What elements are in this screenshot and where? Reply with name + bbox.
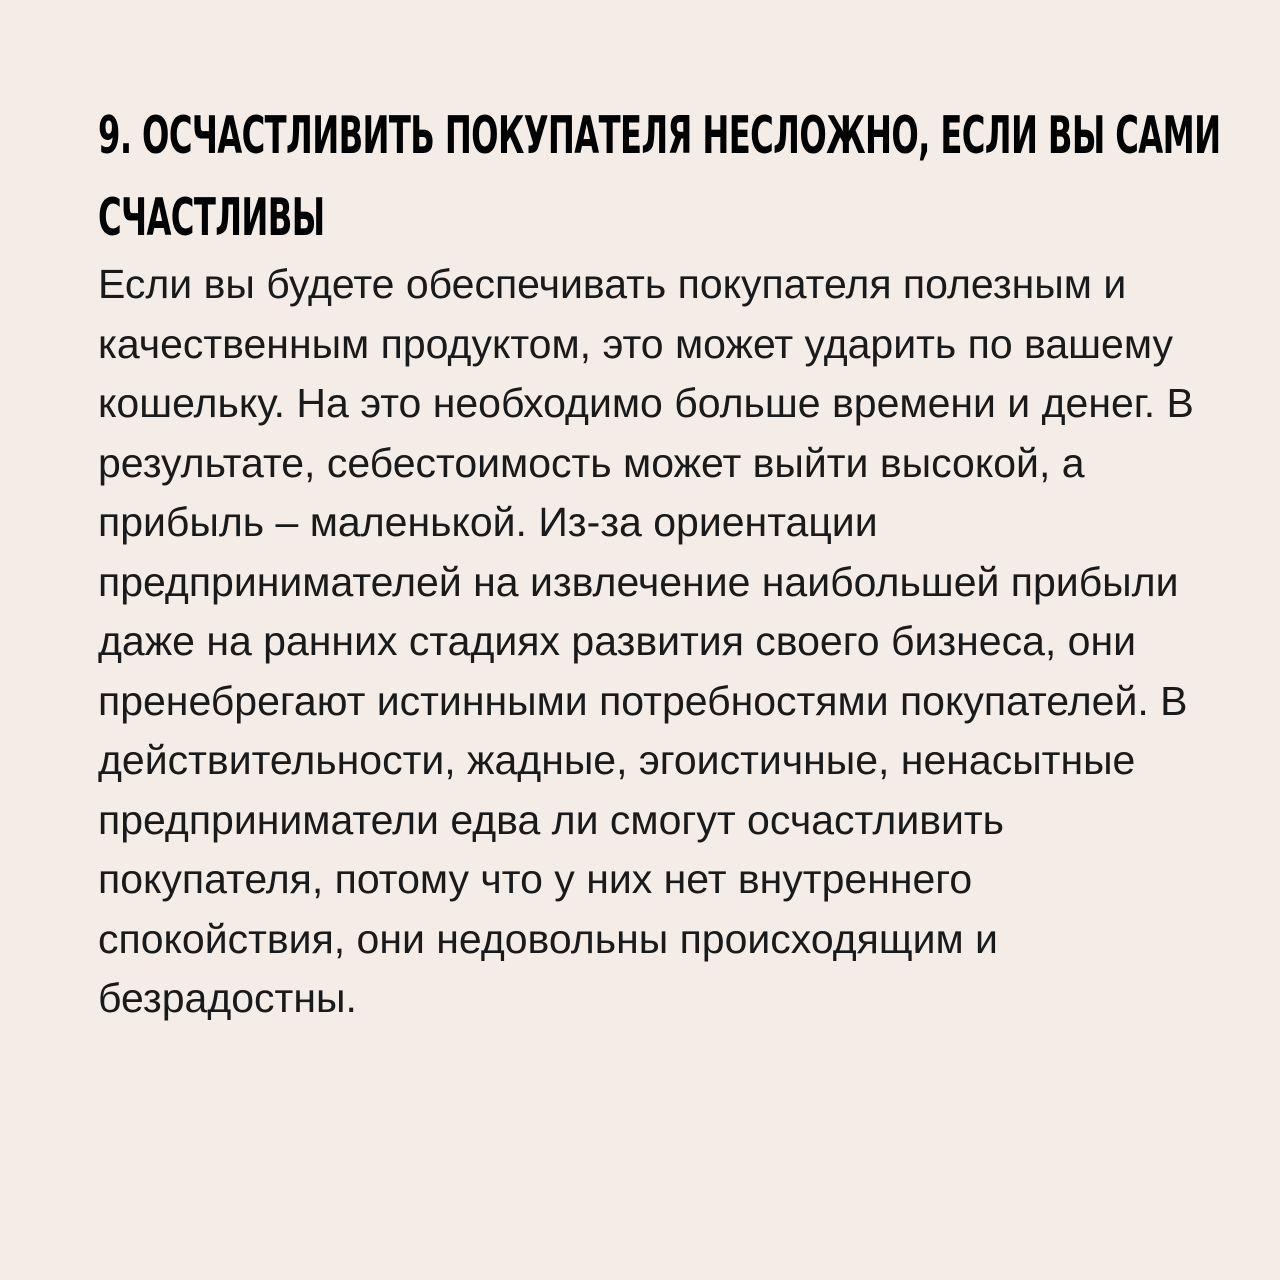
body-line: спокойствия, они недовольны происходящим и	[98, 915, 998, 962]
document-page	[98, 95, 1258, 1029]
body-line: кошельку. На это необходимо больше времени и денег. В	[98, 380, 1194, 426]
body-line: Если вы будете обеспечивать покупателя полезным и	[98, 261, 1127, 307]
body-line: результате, себестоимость может выйти высокой, а	[98, 439, 1085, 486]
heading-line: СЧАСТЛИВЫ	[98, 188, 325, 248]
body-line: покупателя, потому что у них нет внутреннего	[98, 856, 973, 902]
body-line: прибыль – маленькой. Из-за ориентации	[98, 499, 878, 545]
body-line: предпринимателей на извлечение наибольшей прибыли	[98, 558, 1179, 605]
heading-line: 9. ОСЧАСТЛИВИТЬ ПОКУПАТЕЛЯ НЕСЛОЖНО, ЕСЛИ ВЫ САМИ	[98, 106, 1221, 166]
body-line: пренебрегают истинными потребностями покупателей. В	[98, 677, 1188, 724]
body-line: даже на ранних стадиях развития своего бизнеса, они	[98, 618, 1137, 664]
section-heading	[98, 95, 1264, 259]
body-line: действительности, жадные, эгоистичные, ненасытные	[98, 737, 1136, 783]
body-line: предприниматели едва ли смогут осчастливить	[98, 796, 1005, 843]
body-line: безрадостны.	[98, 975, 357, 1021]
body-paragraph	[98, 255, 1258, 1029]
body-line: качественным продуктом, это может ударить по вашему	[98, 320, 1174, 367]
